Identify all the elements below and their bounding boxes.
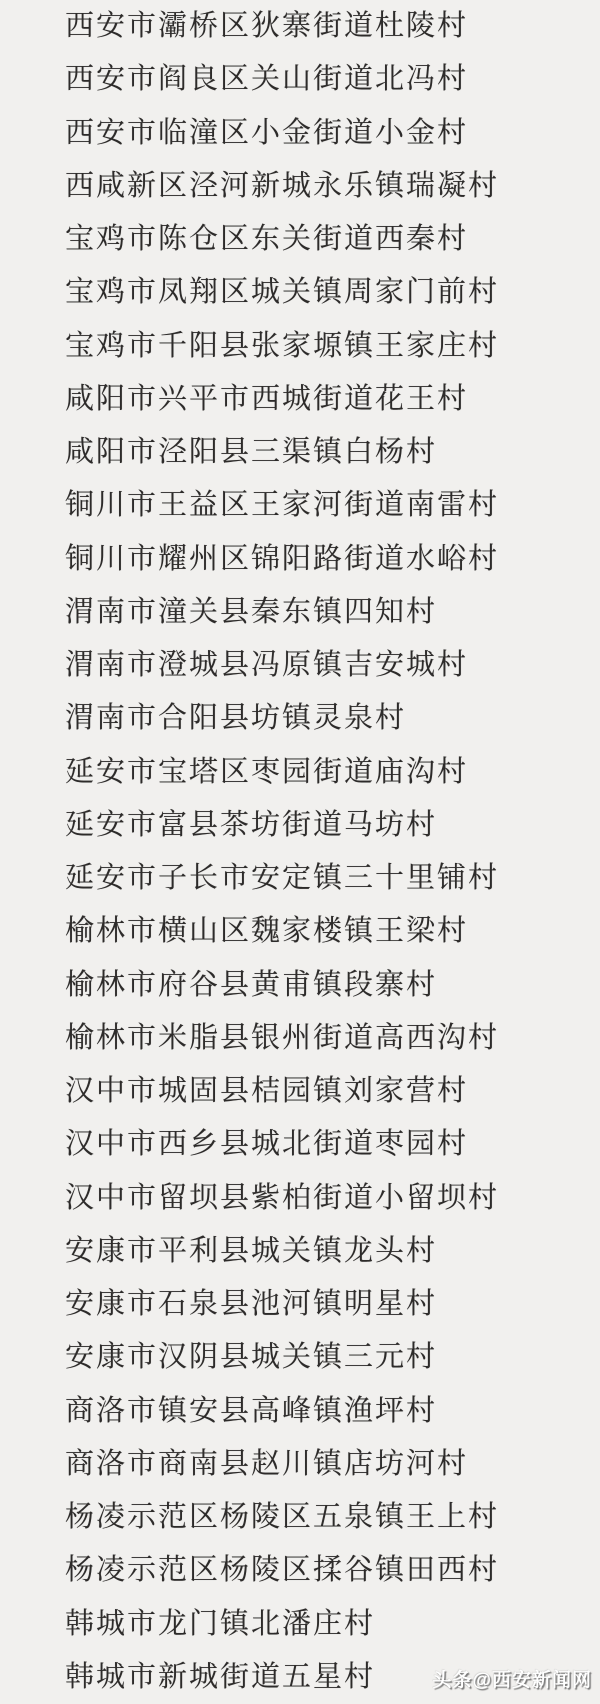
list-item: 铜川市王益区王家河街道南雷村 xyxy=(65,489,500,522)
list-item: 商洛市镇安县高峰镇渔坪村 xyxy=(65,1394,438,1427)
list-item: 西安市灞桥区狄寨街道杜陵村 xyxy=(65,10,469,42)
list-item: 安康市石泉县池河镇明星村 xyxy=(65,1288,438,1320)
list-item: 汉中市西乡县城北街道枣园村 xyxy=(65,1128,469,1161)
list-item: 安康市汉阴县城关镇三元村 xyxy=(65,1341,438,1374)
list-item: 榆林市府谷县黄甫镇段寨村 xyxy=(65,968,438,1001)
list-item: 西安市阎良区关山街道北冯村 xyxy=(65,63,469,96)
list-item: 咸阳市兴平市西城街道花王村 xyxy=(65,382,469,415)
list-item: 延安市子长市安定镇三十里铺村 xyxy=(65,862,500,894)
list-item: 延安市宝塔区枣园街道庙沟村 xyxy=(65,755,469,788)
watermark-text: 头条@西安新闻网 xyxy=(432,1670,592,1691)
list-item: 渭南市潼关县秦东镇四知村 xyxy=(65,595,438,628)
watermark xyxy=(432,1665,592,1692)
list-item: 西安市临潼区小金街道小金村 xyxy=(65,116,469,149)
list-item: 韩城市新城街道五星村 xyxy=(65,1660,376,1693)
list-item: 韩城市龙门镇北潘庄村 xyxy=(65,1607,376,1640)
list-item: 杨凌示范区杨陵区五泉镇王上村 xyxy=(65,1501,500,1533)
list-item: 汉中市城固县桔园镇刘家营村 xyxy=(65,1075,469,1107)
list-item: 延安市富县茶坊街道马坊村 xyxy=(65,808,438,841)
list-item: 咸阳市泾阳县三渠镇白杨村 xyxy=(65,436,438,468)
list-item: 榆林市横山区魏家楼镇王梁村 xyxy=(65,915,469,948)
list-item: 宝鸡市陈仓区东关街道西秦村 xyxy=(65,223,469,255)
list-item: 宝鸡市凤翔区城关镇周家门前村 xyxy=(65,276,500,309)
list-item: 铜川市耀州区锦阳路街道水峪村 xyxy=(65,542,500,575)
list-item: 榆林市米脂县银州街道高西沟村 xyxy=(65,1021,500,1054)
list-item: 商洛市商南县赵川镇店坊河村 xyxy=(65,1447,469,1480)
list-item: 西咸新区泾河新城永乐镇瑞凝村 xyxy=(65,169,500,202)
list-item: 汉中市留坝县紫柏街道小留坝村 xyxy=(65,1181,500,1214)
list-item: 渭南市澄城县冯原镇吉安城村 xyxy=(65,649,469,681)
list-item: 渭南市合阳县坊镇灵泉村 xyxy=(65,702,407,735)
list-item: 宝鸡市千阳县张家塬镇王家庄村 xyxy=(65,329,500,362)
list-item: 安康市平利县城关镇龙头村 xyxy=(65,1234,438,1267)
list-item: 杨凌示范区杨陵区揉谷镇田西村 xyxy=(65,1554,500,1587)
